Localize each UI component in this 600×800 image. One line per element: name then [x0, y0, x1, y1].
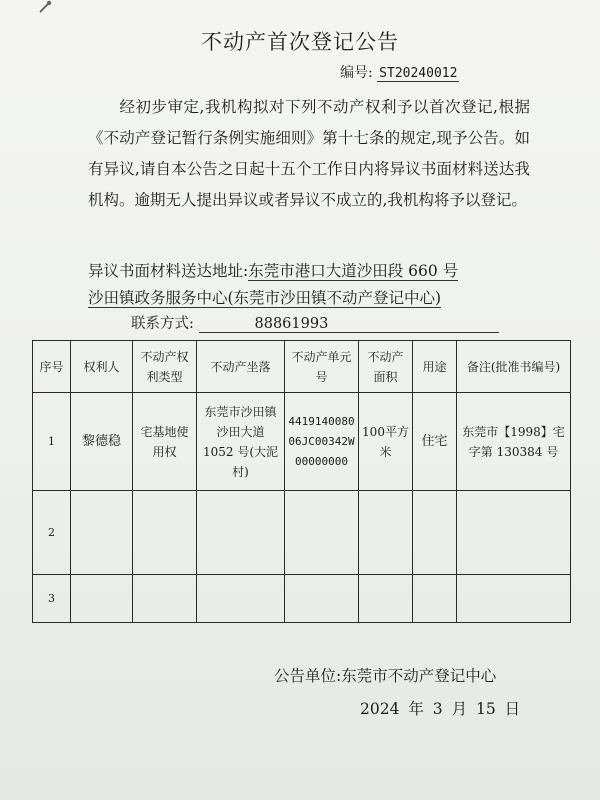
document-number-label: 编号: [340, 65, 373, 81]
issuer-line [274, 664, 496, 686]
pushpin-icon [38, 0, 52, 14]
cell-seq: 1 [33, 393, 71, 491]
cell-location [197, 491, 285, 575]
objection-address-line1: 东莞市港口大道沙田段 660 号 [248, 262, 459, 280]
table-row [33, 491, 571, 575]
cell-right-type [133, 575, 197, 623]
cell-seq: 2 [33, 491, 71, 575]
objection-address-label: 异议书面材料送达地址: [88, 262, 249, 280]
issue-date: 2024 年 3 月 15 日 [360, 700, 521, 718]
cell-area [359, 575, 413, 623]
table-header-row [33, 341, 571, 393]
cell-remark: 东莞市【1998】宅字第 130384 号 [457, 393, 571, 491]
cell-remark [457, 491, 571, 575]
cell-location: 东莞市沙田镇沙田大道 1052 号(大泥村) [197, 393, 285, 491]
cell-use: 住宅 [413, 393, 457, 491]
table-row [33, 575, 571, 623]
cell-holder [71, 491, 133, 575]
cell-right-type: 宅基地使用权 [133, 393, 197, 491]
cell-seq: 3 [33, 575, 71, 623]
registration-table [32, 340, 571, 623]
cell-remark [457, 575, 571, 623]
cell-holder: 黎德稳 [71, 393, 133, 491]
header-right-type: 不动产权利类型 [133, 341, 197, 393]
cell-area: 100平方米 [359, 393, 413, 491]
cell-holder [71, 575, 133, 623]
page-title: 不动产首次登记公告 [201, 30, 399, 54]
contact-info [131, 312, 499, 333]
header-seq: 序号 [33, 341, 71, 393]
contact-label: 联系方式: [131, 316, 194, 332]
header-remark: 备注(批准书编号) [457, 341, 571, 393]
cell-use [413, 575, 457, 623]
contact-phone: 88861993 [199, 316, 499, 333]
cell-use [413, 491, 457, 575]
announcement-body [88, 92, 530, 216]
cell-location [197, 575, 285, 623]
header-use: 用途 [413, 341, 457, 393]
objection-address [88, 258, 538, 312]
header-unit-no: 不动产单元号 [285, 341, 359, 393]
cell-unit-no: 441914008006JC00342W00000000 [285, 393, 359, 491]
issuer-name: 东莞市不动产登记中心 [341, 667, 497, 685]
document-number-value: ST20240012 [379, 66, 458, 81]
header-area: 不动产面积 [359, 341, 413, 393]
announcement-body-text: 经初步审定,我机构拟对下列不动产权利予以首次登记,根据《不动产登记暂行条例实施细则》第十七条的规定,现予公告。如有异议,请自本公告之日起十五个工作日内将异议书面材料送达我机构。逾期无人提出异议或者异议不成立的,我机构将予以登记。 [88, 98, 530, 209]
header-location: 不动产坐落 [197, 341, 285, 393]
table-row [33, 393, 571, 491]
cell-unit-no [285, 491, 359, 575]
cell-area [359, 491, 413, 575]
issuer-label: 公告单位: [274, 667, 342, 685]
document-number [340, 62, 459, 82]
cell-unit-no [285, 575, 359, 623]
header-holder: 权利人 [71, 341, 133, 393]
cell-right-type [133, 491, 197, 575]
objection-address-line2: 沙田镇政务服务中心(东莞市沙田镇不动产登记中心) [88, 289, 442, 307]
